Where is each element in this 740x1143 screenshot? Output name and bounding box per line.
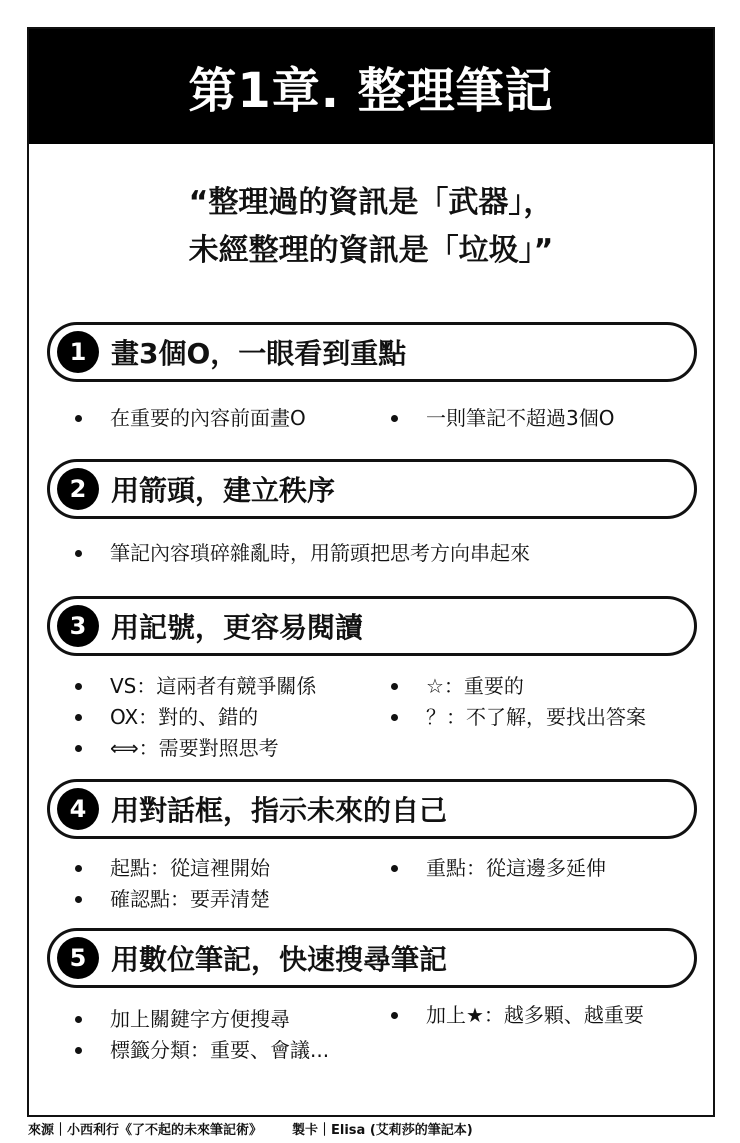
list-item: 加上★：越多顆、越重要: [391, 1000, 644, 1030]
section-4-number: 4: [57, 788, 99, 830]
bullet-icon: [391, 1012, 398, 1019]
list-item: 確認點：要弄清楚: [75, 884, 270, 914]
bullet-icon: [75, 745, 82, 752]
section-1-header: [47, 322, 697, 382]
chapter-title: 第1章. 整理筆記: [188, 63, 554, 119]
bullet-icon: [75, 714, 82, 721]
section-5-title: 用數位筆記，快速搜尋筆記: [111, 943, 448, 976]
section-3-header: [47, 596, 697, 656]
bullet-icon: [391, 683, 398, 690]
section-4-header: [47, 779, 697, 839]
list-item: VS：這兩者有競爭關係: [75, 671, 316, 701]
section-3-number: 3: [57, 605, 99, 647]
list-item: 加上關鍵字方便搜尋: [75, 1004, 290, 1034]
list-item: ⟺：需要對照思考: [75, 733, 279, 763]
section-5-number: 5: [57, 937, 99, 979]
chapter-header: [29, 29, 713, 144]
section-3-title: 用記號，更容易閱讀: [111, 611, 364, 644]
section-1-number: 1: [57, 331, 99, 373]
list-item: 在重要的內容前面畫O: [75, 403, 306, 433]
footer: [28, 1119, 728, 1138]
list-item: 起點：從這裡開始: [75, 853, 270, 883]
section-2-number: 2: [57, 468, 99, 510]
note-card: [27, 27, 715, 1117]
source-credit: 來源｜小西利行《了不起的未來筆記術》: [28, 1123, 263, 1138]
bullet-icon: [75, 896, 82, 903]
section-2-title: 用箭頭，建立秩序: [111, 474, 336, 507]
list-item: 一則筆記不超過3個O: [391, 403, 614, 433]
section-4-title: 用對話框，指示未來的自己: [111, 794, 448, 827]
bullet-icon: [75, 550, 82, 557]
list-item: 筆記內容瑣碎雜亂時，用箭頭把思考方向串起來: [75, 538, 530, 568]
bullet-icon: [75, 865, 82, 872]
bullet-icon: [75, 1016, 82, 1023]
bullet-icon: [75, 415, 82, 422]
bullet-icon: [391, 714, 398, 721]
section-1-title: 畫3個O，一眼看到重點: [111, 337, 407, 370]
bullet-icon: [391, 865, 398, 872]
section-2-header: [47, 459, 697, 519]
bullet-icon: [75, 1047, 82, 1054]
quote-line-2: 未經整理的資訊是「垃圾」”: [188, 233, 554, 268]
quote-block: [29, 179, 713, 275]
bullet-icon: [75, 683, 82, 690]
list-item: ☆：重要的: [391, 671, 524, 701]
list-item: OX：對的、錯的: [75, 702, 258, 732]
list-item: 標籤分類：重要、會議...: [75, 1035, 329, 1065]
card-maker-credit: 製卡｜Elisa (艾莉莎的筆記本): [292, 1123, 473, 1138]
list-item: 重點：從這邊多延伸: [391, 853, 606, 883]
section-5-header: [47, 928, 697, 988]
list-item: ？：不了解，要找出答案: [391, 702, 646, 732]
bullet-icon: [391, 415, 398, 422]
quote-line-1: “整理過的資訊是「武器」，: [188, 185, 554, 220]
